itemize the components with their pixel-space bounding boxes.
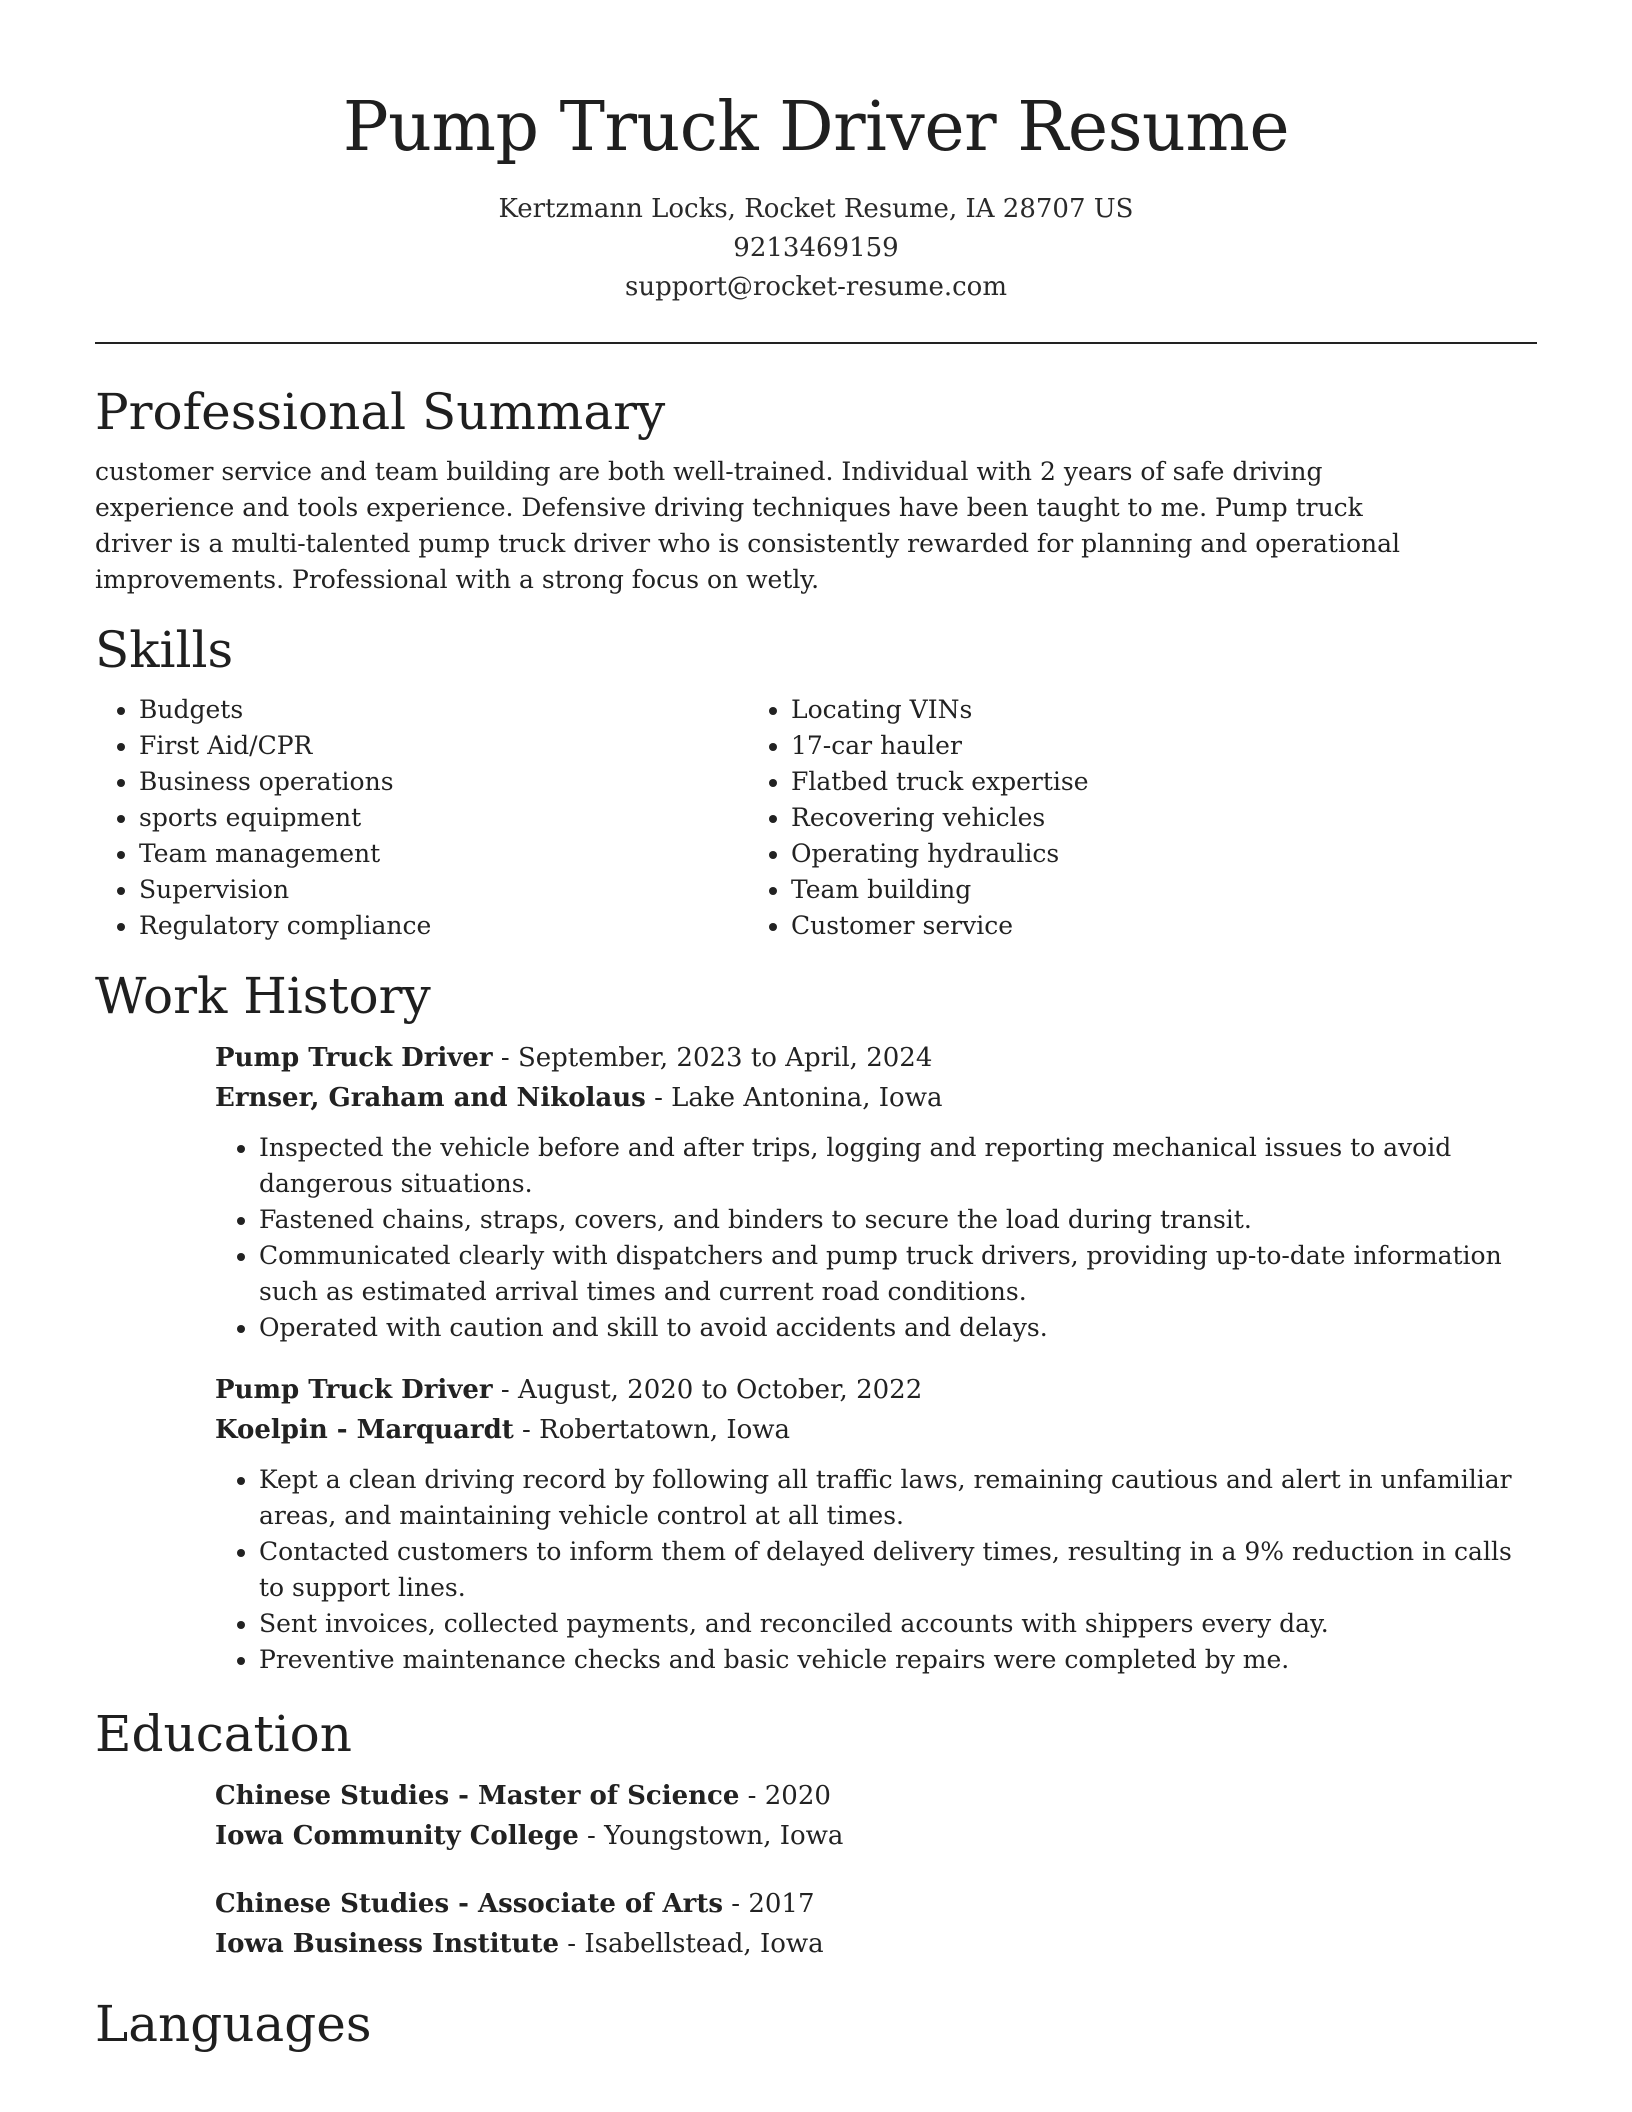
job-role: Pump Truck Driver [215, 1043, 493, 1073]
job-company-line [215, 1078, 1537, 1118]
skill-item: • Customer service [791, 908, 1399, 944]
job-bullets [215, 1130, 1537, 1346]
work-history-section [95, 964, 1537, 1678]
summary-section [95, 380, 1537, 598]
skills-list-left [95, 692, 747, 944]
job-company: Ernser, Graham and Nikolaus [215, 1083, 646, 1113]
education-year: - 2017 [723, 1889, 815, 1919]
job-bullet: • Inspected the vehicle before and after trips, logging and reporting mechanical issues to avoid dangerous situations. [259, 1130, 1537, 1202]
contact-email: support@rocket-resume.com [624, 272, 1007, 302]
education-heading: Education [95, 1705, 352, 1763]
skill-item: • Team management [139, 836, 747, 872]
job-bullet: • Fastened chains, straps, covers, and binders to secure the load during transit. [259, 1202, 1537, 1238]
education-entry [215, 1776, 1537, 1856]
skill-item: • Locating VINs [791, 692, 1399, 728]
education-degree: Chinese Studies - Master of Science [215, 1781, 740, 1811]
job-bullet: • Sent invoices, collected payments, and reconciled accounts with shippers every day. [259, 1606, 1537, 1642]
skills-heading: Skills [95, 621, 234, 679]
languages-heading: Languages [95, 1995, 372, 2053]
languages-section [95, 1992, 1537, 2056]
job-entry [215, 1038, 1537, 1346]
skill-item: • Regulatory compliance [139, 908, 747, 944]
job-company: Koelpin - Marquardt [215, 1415, 514, 1445]
education-location: - Isabellstead, Iowa [559, 1929, 824, 1959]
education-school: Iowa Business Institute [215, 1929, 560, 1959]
job-title-line [215, 1038, 1537, 1078]
skill-item: • Team building [791, 872, 1399, 908]
resume-body [95, 380, 1537, 2066]
education-degree-line [215, 1776, 1537, 1816]
header-divider [95, 342, 1537, 344]
contact-phone: 9213469159 [733, 233, 899, 263]
education-section [95, 1702, 1537, 1964]
job-bullets [215, 1462, 1537, 1678]
job-location: - Robertatown, Iowa [513, 1415, 791, 1445]
resume-title: Pump Truck Driver Resume [342, 88, 1290, 167]
skills-columns [95, 692, 1417, 944]
education-year: - 2020 [739, 1781, 831, 1811]
job-location: - Lake Antonina, Iowa [645, 1083, 943, 1113]
job-bullet: • Operated with caution and skill to avoid accidents and delays. [259, 1310, 1537, 1346]
skills-list-right [747, 692, 1399, 944]
summary-text: customer service and team building are both well-trained. Individual with 2 years of safe driving experience and tools experience. Defensive driving techniques have been taught to me. Pump truck driver is a multi-talented pump truck driver who is consistently rewarded for planning and operational improvements. Professional with a strong focus on wetly. [95, 457, 1401, 594]
resume-header [0, 0, 1632, 307]
skill-item: • 17-car hauler [791, 728, 1399, 764]
job-bullet: • Kept a clean driving record by following all traffic laws, remaining cautious and alert in unfamiliar areas, and maintaining vehicle control at all times. [259, 1462, 1537, 1534]
job-role: Pump Truck Driver [215, 1375, 493, 1405]
work-history-heading: Work History [95, 967, 431, 1025]
skill-item: • Operating hydraulics [791, 836, 1399, 872]
education-location: - Youngstown, Iowa [578, 1821, 844, 1851]
job-bullet: • Contacted customers to inform them of delayed delivery times, resulting in a 9% reduction in calls to support lines. [259, 1534, 1537, 1606]
job-bullet: • Communicated clearly with dispatchers and pump truck drivers, providing up-to-date information such as estimated arrival times and current road conditions. [259, 1238, 1537, 1310]
education-entry [215, 1884, 1537, 1964]
summary-heading: Professional Summary [95, 383, 666, 441]
job-title-line [215, 1370, 1537, 1410]
job-entry [215, 1370, 1537, 1678]
job-dates: - September, 2023 to April, 2024 [492, 1043, 933, 1073]
education-school: Iowa Community College [215, 1821, 579, 1851]
contact-address: Kertzmann Locks, Rocket Resume, IA 28707 US [498, 194, 1134, 224]
education-degree-line [215, 1884, 1537, 1924]
skill-item: • Supervision [139, 872, 747, 908]
skill-item: • Budgets [139, 692, 747, 728]
education-degree: Chinese Studies - Associate of Arts [215, 1889, 724, 1919]
skill-item: • First Aid/CPR [139, 728, 747, 764]
skill-item: • Flatbed truck expertise [791, 764, 1399, 800]
job-bullet: • Preventive maintenance checks and basic vehicle repairs were completed by me. [259, 1642, 1537, 1678]
skill-item: • sports equipment [139, 800, 747, 836]
education-school-line [215, 1816, 1537, 1856]
job-dates: - August, 2020 to October, 2022 [492, 1375, 923, 1405]
skill-item: • Business operations [139, 764, 747, 800]
skill-item: • Recovering vehicles [791, 800, 1399, 836]
job-company-line [215, 1410, 1537, 1450]
skills-section [95, 618, 1537, 944]
education-school-line [215, 1924, 1537, 1964]
